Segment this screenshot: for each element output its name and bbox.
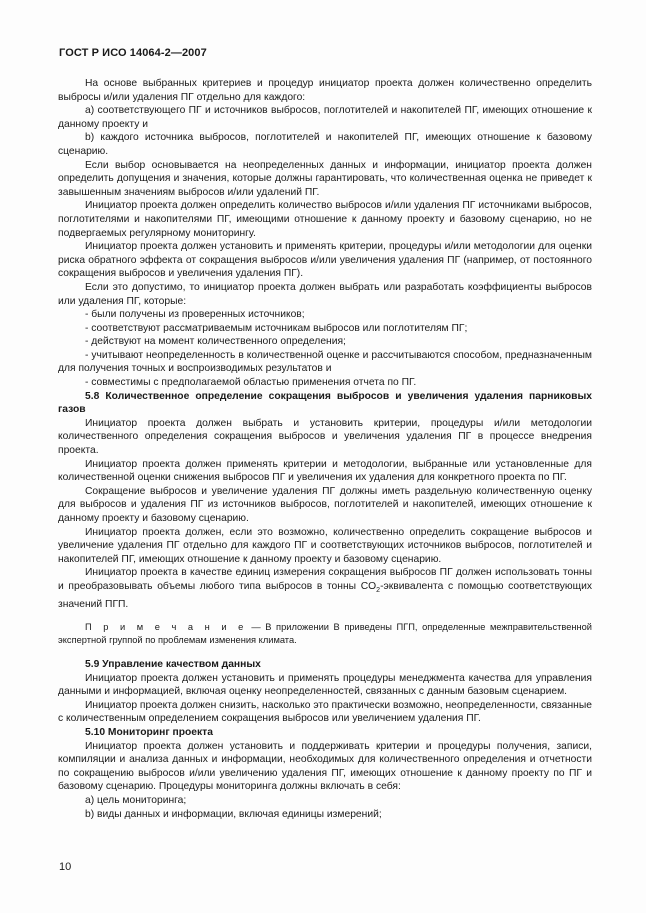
paragraph: Сокращение выбросов и увеличение удаления ПГ должны иметь раздельную количественную оценку для выбросов и удаления ПГ из источников выбросов, поглотителей и накопителей, имеющих отношение к данному проекту и базовому сценарию. — [58, 485, 592, 524]
paragraph-co2 — [58, 566, 592, 611]
paragraph: Инициатор проекта должен установить и поддерживать критерии и процедуры получения, записи, компиляции и анализа данных и информации, необходимых для количественного определения и отчетности по сокращению выбросов и/или увеличению удаления ПГ, имеющих отношение к данному проекту по ПГ и базовому сценарию. Процедуры мониторинга должны включать в себя: — [58, 740, 592, 793]
list-item: - учитывают неопределенность в количественной оценке и рассчитываются способом, предназначенным для получения точных и воспроизводимых результатов и — [58, 349, 592, 375]
paragraph: Инициатор проекта должен, если это возможно, количественно определить сокращение выбросов и увеличение удаления ПГ отдельно для каждого ПГ и соответствующих источников выбросов, поглотителей и накопителей ПГ, имеющих отношение к данному проекту и базовому сценарию. — [58, 526, 592, 565]
page-number: 10 — [59, 861, 72, 873]
paragraph-co2-text: Инициатор проекта в качестве единиц измерения сокращения выбросов ПГ должен использовать тонны и преобразовывать объемы любого типа выбросов в тонны CO — [58, 567, 592, 592]
co2-subscript: 2 — [376, 587, 381, 595]
list-item: - совместимы с предполагаемой областью применения отчета по ПГ. — [85, 377, 417, 389]
list-item: a) цель мониторинга; — [85, 794, 187, 806]
standard-header: ГОСТ Р ИСО 14064-2—2007 — [59, 47, 207, 59]
list-item: - действуют на момент количественного определения; — [85, 336, 346, 348]
list-item: b) каждого источника выбросов, поглотителей и накопителей ПГ, имеющих отношение к базовому сценарию. — [58, 132, 592, 157]
section-heading-5-10: 5.10 Мониторинг проекта — [85, 726, 213, 738]
note-label: П р и м е ч а н и е — [85, 622, 247, 633]
paragraph: Инициатор проекта должен снизить, насколько это практически возможно, неопределенности, связанные с количественным определением сокращения выбросов или увеличением удаления ПГ. — [58, 699, 592, 725]
paragraph: Инициатор проекта должен определить количество выбросов и/или удаления ПГ источниками выбросов, поглотителями и накопителями ПГ, имеющими отношение к данному проекту и базовому сценарию, но не подвергаемых регулярному мониторингу. — [58, 200, 592, 239]
section-heading-5-8: 5.8 Количественное определение сокращения выбросов и увеличения удаления парниковых газов — [58, 390, 592, 416]
list-item: a) соответствующего ПГ и источников выбросов, поглотителей и накопителей ПГ, имеющих отношение к данному проекту и — [58, 105, 592, 130]
paragraph: Если это допустимо, то инициатор проекта должен выбрать или разработать коэффициенты выбросов или удаления ПГ, которые: — [58, 281, 592, 307]
list-item: b) виды данных и информации, включая единицы измерений; — [85, 808, 382, 820]
page-content — [58, 77, 592, 821]
paragraph: На основе выбранных критериев и процедур инициатор проекта должен количественно определить выбросы и/или удаления ПГ отдельно для каждого: — [58, 78, 592, 103]
note-text: — В приложении В приведены ПГП, определенные межправительственной экспертной группой по проблемам изменения климата. — [58, 622, 592, 645]
paragraph: Инициатор проекта должен установить и применять критерии, процедуры и/или методологии для оценки риска обратного эффекта от сокращения выбросов и/или увеличения удаления ПГ (например, от постоянного сокращения выбросов и увеличения удаления ПГ). — [58, 241, 592, 280]
paragraph: Инициатор проекта должен применять критерии и методологии, выбранные или установленные для количественной оценки снижения выбросов ПГ и увеличения их удаления для конкретного проекта по ПГ. — [58, 458, 592, 484]
paragraph-co2-text-end: -эквивалента с помощью соответствующих значений ПГП. — [58, 580, 592, 610]
list-item: - были получены из проверенных источников; — [85, 309, 305, 321]
note — [58, 621, 592, 646]
paragraph: Если выбор основывается на неопределенных данных и информации, инициатор проекта должен определить допущения и значения, которые должны гарантировать, что количественная оценка не приведет к завышенным значениям выбросов и/или удалений ПГ. — [58, 159, 592, 198]
paragraph: Инициатор проекта должен выбрать и установить критерии, процедуры и/или методологии количественного определения сокращения выбросов и увеличения удаления ПГ в процессе внедрения проекта. — [58, 417, 592, 457]
section-heading-5-9: 5.9 Управление качеством данных — [85, 659, 261, 671]
paragraph: Инициатор проекта должен установить и применять процедуры менеджмента качества для управления данными и информацией, включая оценку неопределенностей, связанных с данным базовым сценарием. — [58, 672, 592, 698]
list-item: - соответствуют рассматриваемым источникам выбросов или поглотителям ПГ; — [85, 322, 468, 334]
